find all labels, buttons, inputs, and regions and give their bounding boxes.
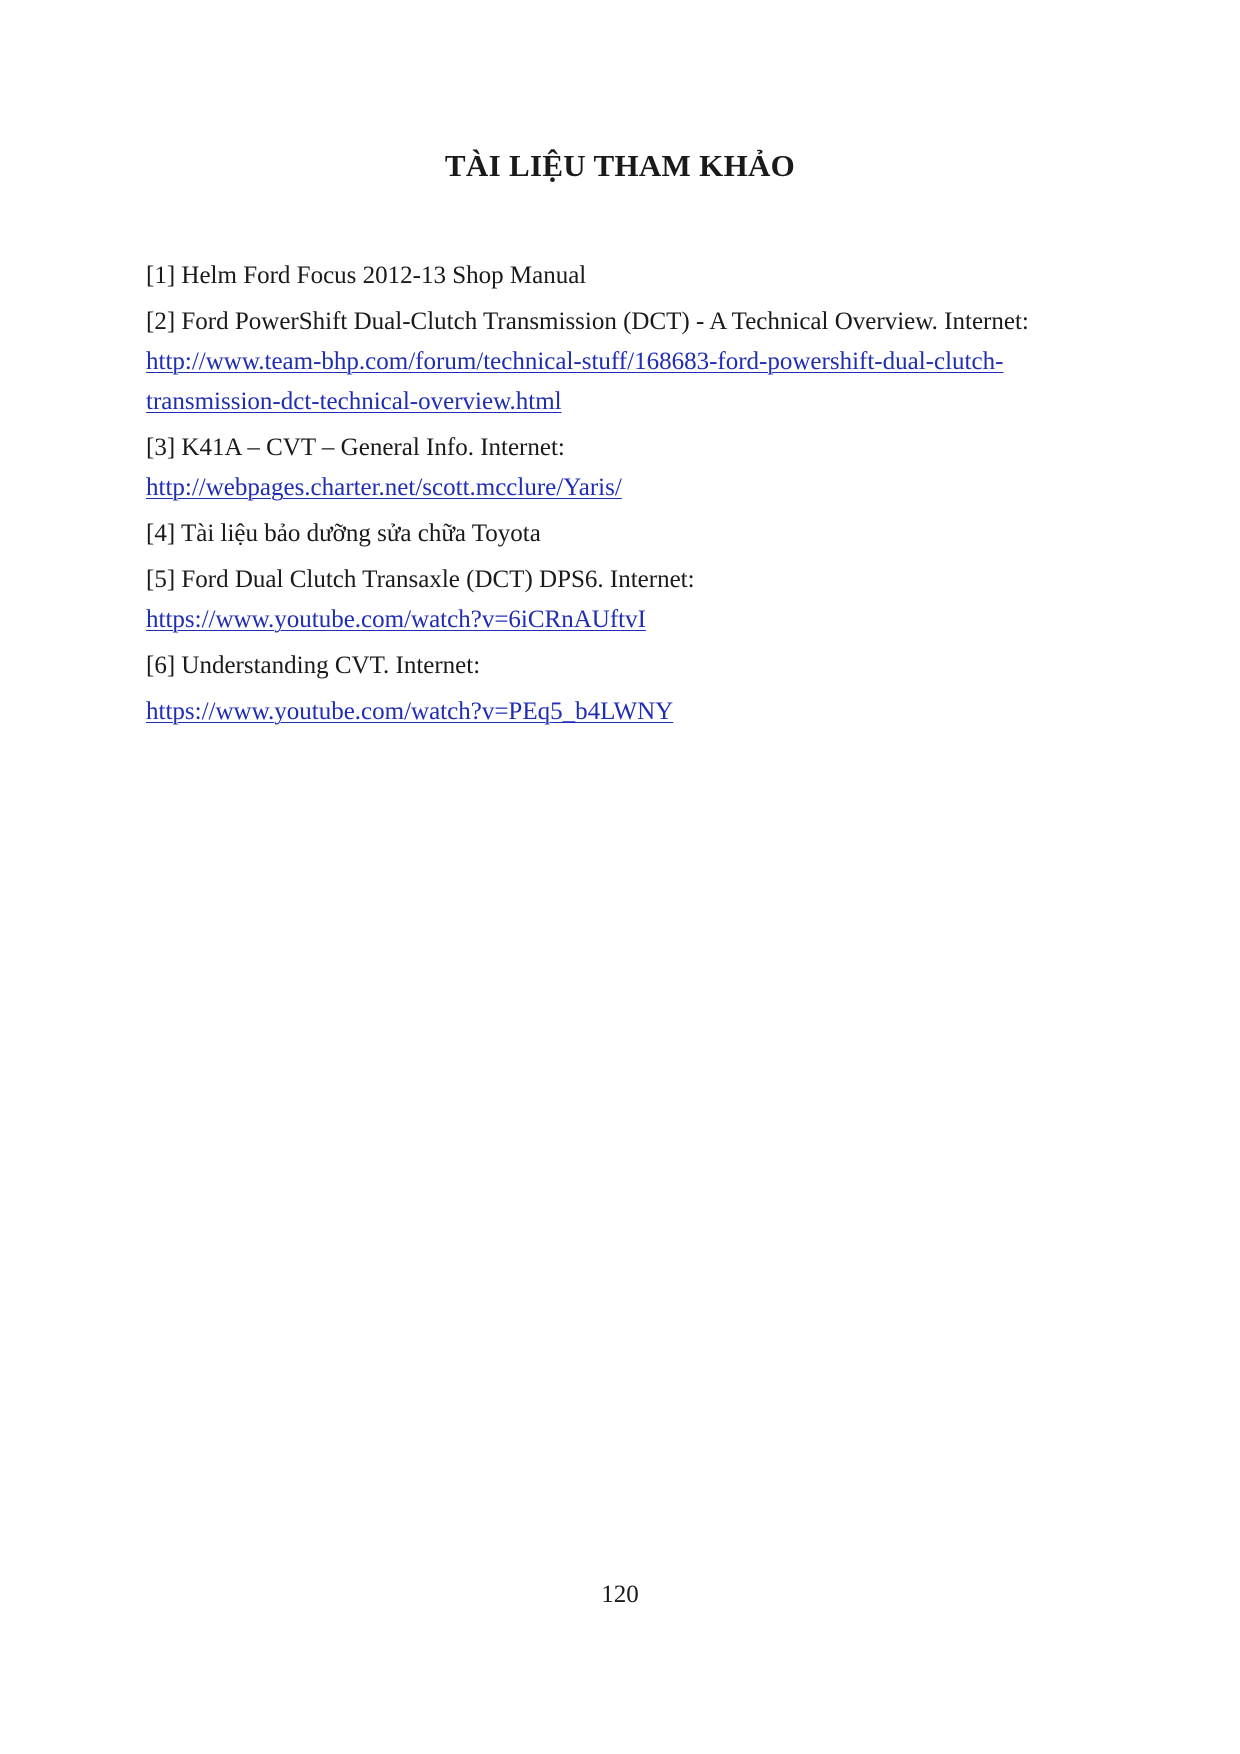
reference-text: [6] Understanding CVT. Internet: [146, 652, 481, 679]
reference-link[interactable]: https://www.youtube.com/watch?v=6iCRnAUftvI [146, 606, 646, 633]
reference-text: [2] Ford PowerShift Dual-Clutch Transmission (DCT) - A Technical Overview. Internet: [146, 308, 1029, 335]
reference-link[interactable]: http://www.team-bhp.com/forum/technical-stuff/168683-ford-powershift-dual-clutch- [146, 348, 1004, 375]
page-number: 120 [601, 1581, 639, 1608]
reference-item-1 [146, 256, 1126, 296]
reference-text: [4] Tài liệu bảo dưỡng sửa chữa Toyota [146, 520, 541, 547]
reference-item-6 [146, 646, 1126, 732]
page-title: TÀI LIỆU THAM KHẢO [444, 148, 796, 183]
reference-text: [3] K41A – CVT – General Info. Internet: [146, 434, 565, 461]
reference-link-continued[interactable]: transmission-dct-technical-overview.html [146, 388, 562, 415]
reference-link[interactable]: http://webpages.charter.net/scott.mcclure/Yaris/ [146, 474, 622, 501]
reference-text: [5] Ford Dual Clutch Transaxle (DCT) DPS6. Internet: [146, 566, 695, 593]
reference-text: [1] Helm Ford Focus 2012-13 Shop Manual [146, 262, 587, 289]
reference-item-5 [146, 560, 1126, 640]
reference-item-2 [146, 302, 1126, 422]
reference-item-3 [146, 428, 1126, 508]
reference-link[interactable]: https://www.youtube.com/watch?v=PEq5_b4LWNY [146, 698, 674, 725]
reference-item-4 [146, 514, 1126, 554]
reference-list [146, 256, 1126, 732]
